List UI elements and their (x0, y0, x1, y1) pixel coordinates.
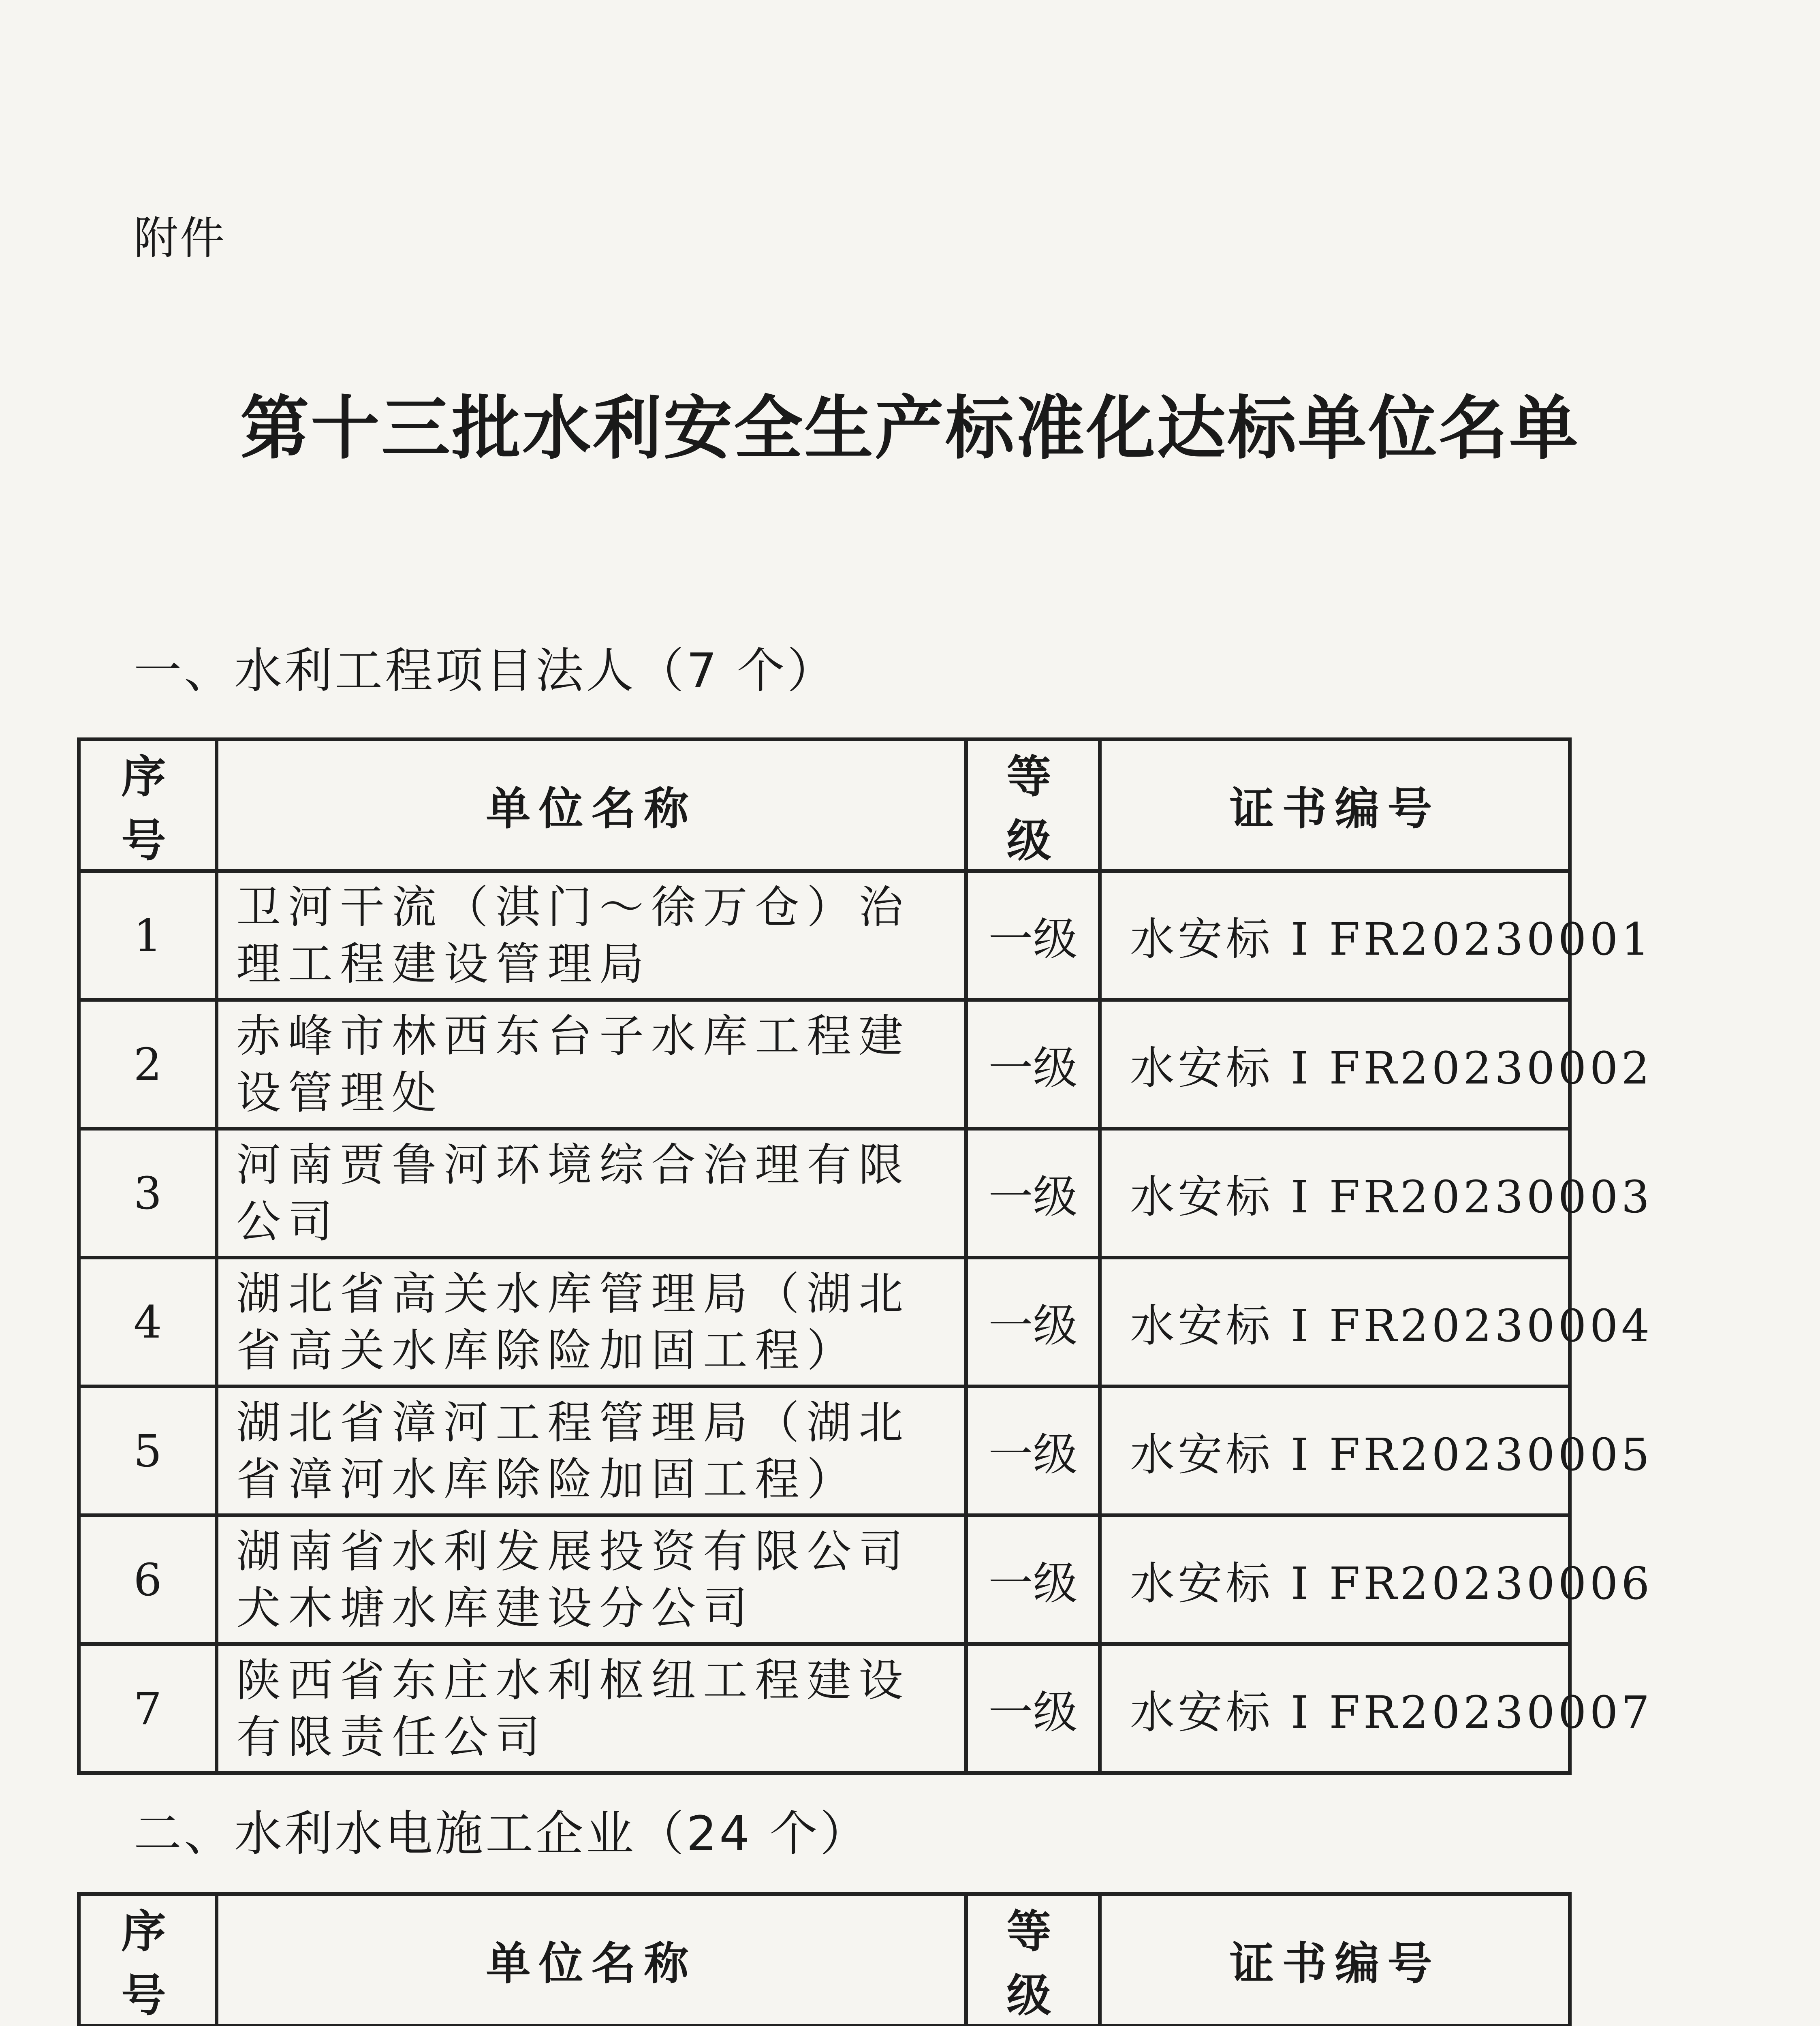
column-header-unit-name: 单位名称 (217, 739, 966, 871)
section-heading-project-legal-persons: 一、水利工程项目法人（7 个） (134, 643, 837, 699)
column-header-number: 序号 (79, 739, 217, 871)
table-header-row (79, 739, 1570, 871)
row-number: 7 (79, 1644, 217, 1773)
certificate-number: 水安标 I FR20230003 (1100, 1129, 1570, 1258)
certificate-number: 水安标 I FR20230006 (1100, 1515, 1570, 1644)
column-header-certificate-number: 证书编号 (1100, 739, 1570, 871)
row-number: 4 (79, 1258, 217, 1387)
unit-name: 湖北省漳河工程管理局（湖北省漳河水库除险加固工程） (217, 1387, 966, 1515)
certificate-number: 水安标 I FR20230001 (1100, 871, 1570, 1000)
grade: 一级 (966, 1644, 1100, 1773)
project-legal-persons-table (77, 737, 1653, 1775)
column-header-unit-name: 单位名称 (217, 1894, 966, 2026)
unit-name: 湖北省高关水库管理局（湖北省高关水库除险加固工程） (217, 1258, 966, 1387)
unit-name: 赤峰市林西东台子水库工程建设管理处 (217, 1000, 966, 1129)
row-number: 6 (79, 1515, 217, 1644)
grade: 一级 (966, 1000, 1100, 1129)
row-number: 5 (79, 1387, 217, 1515)
table-row (79, 871, 1570, 1000)
table-row (79, 1515, 1570, 1644)
row-number: 1 (79, 871, 217, 1000)
table-row (79, 1129, 1570, 1258)
grade: 一级 (966, 1129, 1100, 1258)
certificate-number: 水安标 I FR20230002 (1100, 1000, 1570, 1129)
table-row (79, 1258, 1570, 1387)
unit-name: 卫河干流（淇门～徐万仓）治理工程建设管理局 (217, 871, 966, 1000)
attachment-label: 附件 (134, 212, 226, 264)
grade: 一级 (966, 1515, 1100, 1644)
grade: 一级 (966, 1387, 1100, 1515)
certificate-number: 水安标 I FR20230007 (1100, 1644, 1570, 1773)
column-header-number: 序号 (79, 1894, 217, 2026)
certificate-number: 水安标 I FR20230005 (1100, 1387, 1570, 1515)
unit-name: 湖南省水利发展投资有限公司犬木塘水库建设分公司 (217, 1515, 966, 1644)
unit-name: 陕西省东庄水利枢纽工程建设有限责任公司 (217, 1644, 966, 1773)
document-title: 第十三批水利安全生产标准化达标单位名单 (240, 388, 1580, 469)
table-row (79, 1387, 1570, 1515)
grade: 一级 (966, 1258, 1100, 1387)
column-header-grade: 等级 (966, 1894, 1100, 2026)
row-number: 2 (79, 1000, 217, 1129)
certificate-number: 水安标 I FR20230004 (1100, 1258, 1570, 1387)
column-header-grade: 等级 (966, 739, 1100, 871)
table-row (79, 1644, 1570, 1773)
table-row (79, 1000, 1570, 1129)
row-number: 3 (79, 1129, 217, 1258)
column-header-certificate-number: 证书编号 (1100, 1894, 1570, 2026)
unit-name: 河南贾鲁河环境综合治理有限公司 (217, 1129, 966, 1258)
section-heading-construction-enterprises: 二、水利水电施工企业（24 个） (134, 1806, 870, 1861)
grade: 一级 (966, 871, 1100, 1000)
table-header-row (79, 1894, 1570, 2026)
construction-enterprises-table (77, 1892, 1572, 2026)
